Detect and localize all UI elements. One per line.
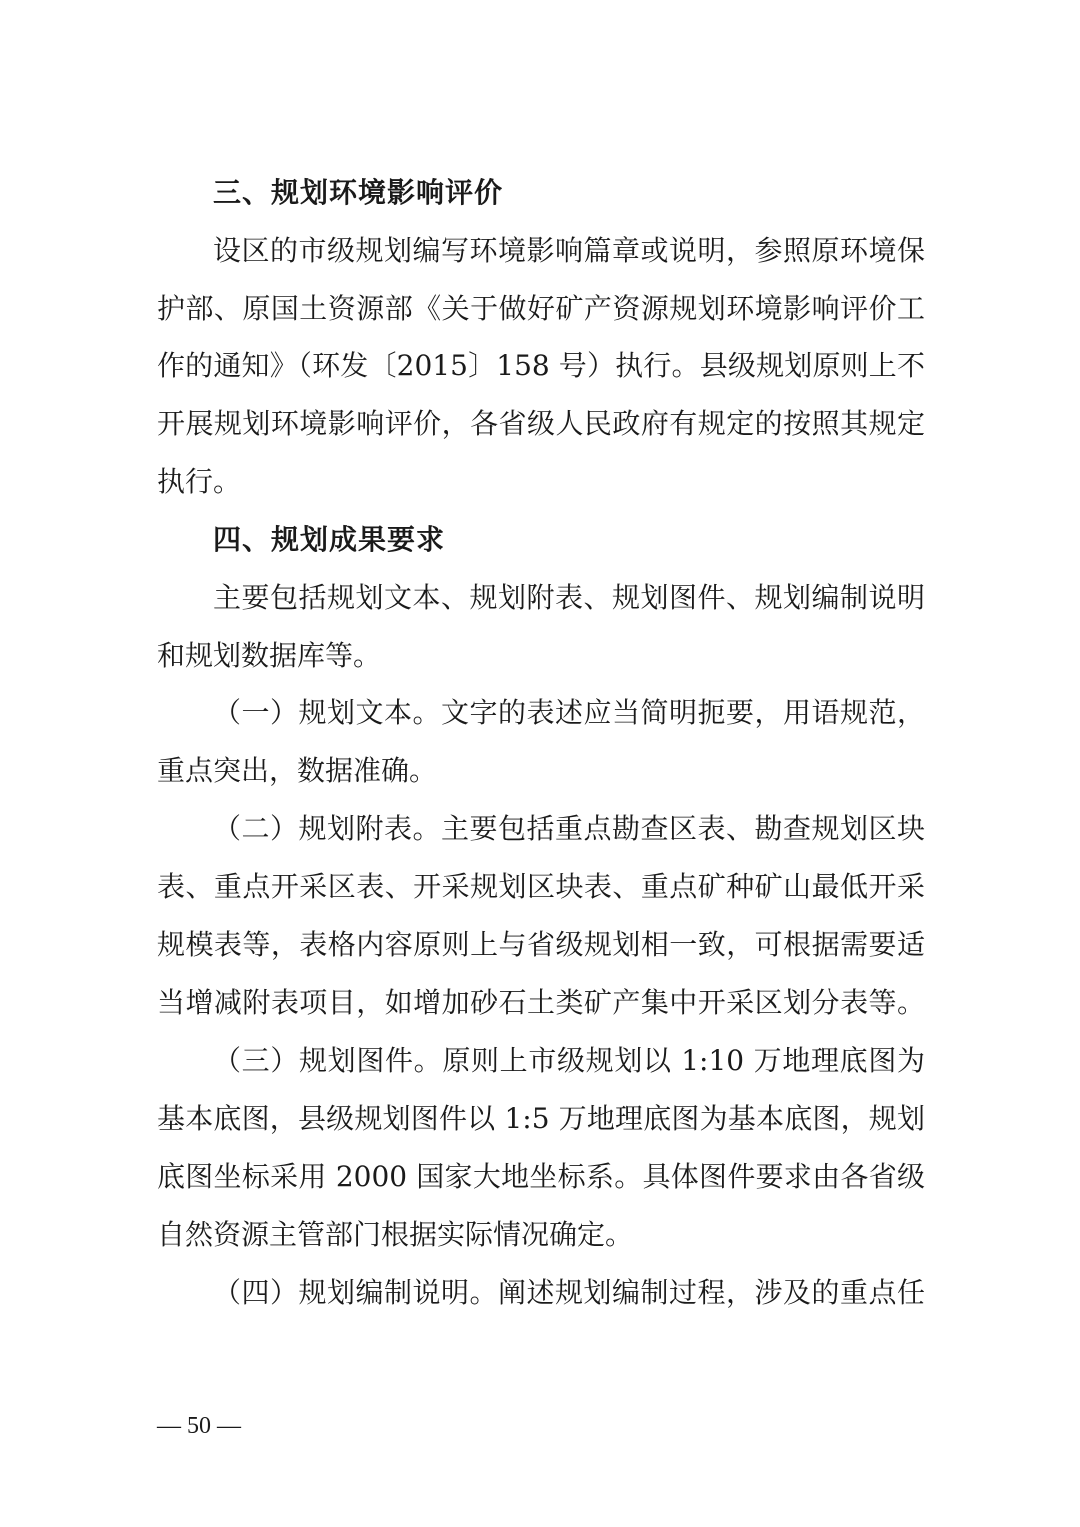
paragraph-line: 重点突出，数据准确。: [157, 754, 438, 787]
paragraph-line: 和规划数据库等。: [157, 639, 382, 672]
paragraph-line: 底图坐标采用 2000 国家大地坐标系。具体图件要求由各省级: [157, 1160, 925, 1193]
paragraph-line: 执行。: [157, 465, 242, 498]
section-heading-4: 四、规划成果要求: [213, 523, 446, 556]
paragraph-line: 自然资源主管部门根据实际情况确定。: [157, 1218, 634, 1251]
page-number: — 50 —: [157, 1413, 241, 1439]
paragraph-line: （二）规划附表。主要包括重点勘查区表、勘查规划区块: [213, 812, 925, 845]
section-heading-3: 三、规划环境影响评价: [213, 176, 504, 209]
paragraph-line: 设区的市级规划编写环境影响篇章或说明，参照原环境保: [213, 234, 925, 267]
paragraph-line: 主要包括规划文本、规划附表、规划图件、规划编制说明: [213, 581, 925, 614]
paragraph-line: （一）规划文本。文字的表述应当简明扼要，用语规范，: [213, 696, 925, 729]
paragraph-line: 基本底图，县级规划图件以 1:5 万地理底图为基本底图，规划: [157, 1102, 925, 1135]
paragraph-line: 护部、原国土资源部《关于做好矿产资源规划环境影响评价工: [157, 292, 925, 325]
paragraph-line: （三）规划图件。原则上市级规划以 1:10 万地理底图为: [213, 1044, 925, 1077]
paragraph-line: 规模表等，表格内容原则上与省级规划相一致，可根据需要适: [157, 928, 925, 961]
paragraph-line: 开展规划环境影响评价，各省级人民政府有规定的按照其规定: [157, 407, 925, 440]
paragraph-line: 作的通知》（环发〔2015〕158 号）执行。县级规划原则上不: [157, 349, 925, 382]
paragraph-line: 当增减附表项目，如增加砂石土类矿产集中开采区划分表等。: [157, 986, 925, 1019]
paragraph-line: 表、重点开采区表、开采规划区块表、重点矿种矿山最低开采: [157, 870, 925, 903]
paragraph-line: （四）规划编制说明。阐述规划编制过程，涉及的重点任: [213, 1276, 925, 1309]
